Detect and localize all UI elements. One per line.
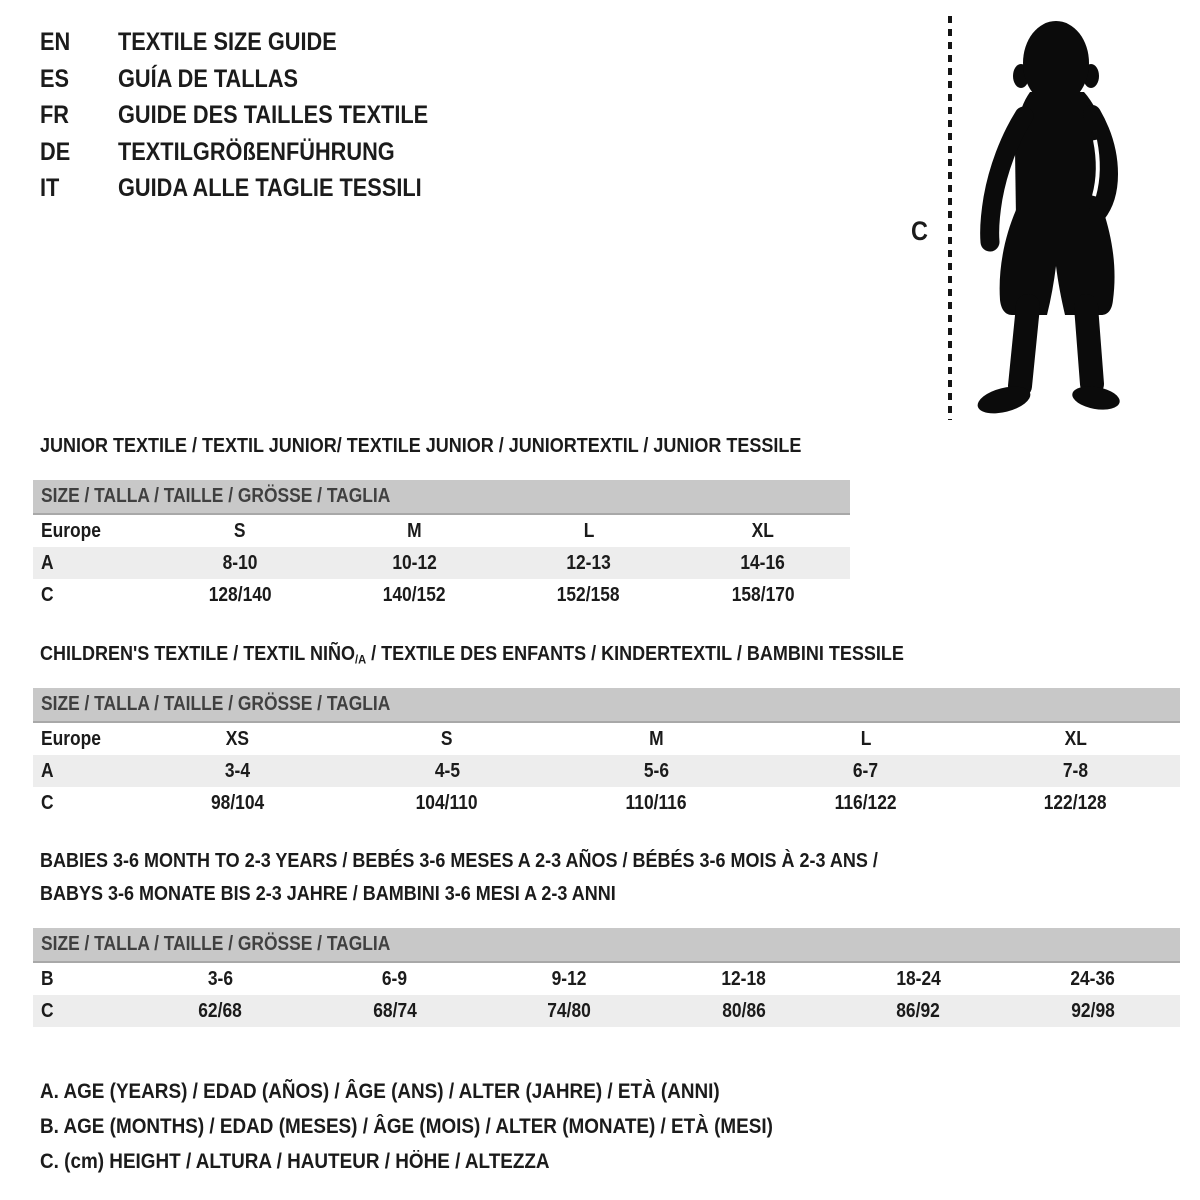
- cell-text: 14-16: [740, 551, 786, 574]
- table-row-age: [33, 755, 1180, 787]
- cell: [502, 579, 676, 611]
- table-header-text: SIZE / TALLA / TAILLE / GRÖSSE / TAGLIA: [41, 693, 391, 715]
- cell-text: 12-18: [721, 967, 767, 990]
- cell-text: 6-9: [382, 967, 408, 990]
- legend-line-height-cm: [40, 1144, 854, 1179]
- cell-text: 62/68: [198, 999, 243, 1022]
- table-header-text: SIZE / TALLA / TAILLE / GRÖSSE / TAGLIA: [41, 485, 391, 507]
- cell-text: M: [407, 519, 422, 542]
- cell-text: L: [860, 727, 872, 750]
- legend-line-age-months: [40, 1109, 854, 1144]
- babies-title-line-2: [40, 878, 971, 911]
- cell: [153, 514, 327, 547]
- cell: [761, 755, 970, 787]
- table-row-height: [33, 579, 850, 611]
- language-title: [118, 61, 325, 98]
- cell: [342, 722, 551, 755]
- table-row-age: [33, 547, 850, 579]
- cell: [482, 995, 657, 1027]
- height-measure-label: [911, 216, 931, 247]
- legend-line-text: A. AGE (YEARS) / EDAD (AÑOS) / ÂGE (ANS) / ALTER (JAHRE) / ETÀ (ANNI): [40, 1080, 720, 1103]
- cell: [342, 755, 551, 787]
- table-row-months: [33, 962, 1180, 995]
- cell: [308, 962, 483, 995]
- cell: [657, 995, 832, 1027]
- cell-text: 140/152: [382, 583, 446, 606]
- row-label-text: Europe: [41, 519, 101, 542]
- language-title: [118, 170, 467, 207]
- children-section-title-text: [40, 642, 904, 671]
- cell: [657, 962, 832, 995]
- language-title: [118, 97, 475, 134]
- table-row-europe: [33, 722, 1180, 755]
- cell: [327, 547, 501, 579]
- cell-text: 4-5: [434, 759, 460, 782]
- table-header-row: [33, 928, 1180, 962]
- language-title-text: TEXTILGRÖßENFÜHRUNG: [118, 137, 395, 166]
- cell: [133, 755, 342, 787]
- babies-size-table: [33, 928, 1180, 1027]
- cell: [133, 787, 342, 819]
- row-label: [33, 514, 153, 547]
- language-row-fr: [40, 97, 475, 134]
- row-label-text: C: [41, 583, 54, 606]
- cell-text: 68/74: [372, 999, 417, 1022]
- table-row-height: [33, 995, 1180, 1027]
- table-header-row: [33, 480, 850, 514]
- height-measure-label-text: C: [911, 216, 928, 246]
- language-row-de: [40, 134, 475, 171]
- table-header-bar: [33, 688, 1180, 722]
- cell: [153, 579, 327, 611]
- cell-text: 158/170: [731, 583, 795, 606]
- row-label-text: Europe: [41, 727, 101, 750]
- cell-text: M: [649, 727, 664, 750]
- language-code: [40, 61, 118, 98]
- row-label: [33, 722, 133, 755]
- cell-text: L: [583, 519, 594, 542]
- language-code: [40, 97, 118, 134]
- row-label-text: A: [41, 759, 54, 782]
- row-label-text: A: [41, 551, 54, 574]
- cell: [831, 962, 1006, 995]
- cell-text: 110/116: [625, 791, 687, 814]
- row-label-text: C: [41, 999, 54, 1022]
- children-size-table: [33, 688, 1180, 819]
- babies-section-title: [40, 845, 971, 911]
- legend: [40, 1074, 854, 1179]
- cell-text: XL: [1064, 727, 1087, 750]
- cell: [133, 722, 342, 755]
- cell: [502, 547, 676, 579]
- babies-title-line-1-text: BABIES 3-6 MONTH TO 2-3 YEARS / BEBÉS 3-6 MESES A 2-3 AÑOS / BÉBÉS 3-6 MOIS À 2-3 ANS /: [40, 850, 878, 872]
- language-title: [118, 134, 436, 171]
- height-measure-dashed-line: [948, 16, 952, 420]
- row-label: [33, 579, 153, 611]
- cell-text: 104/110: [416, 791, 479, 814]
- cell: [1006, 995, 1181, 1027]
- cell: [308, 995, 483, 1027]
- cell-text: 8-10: [222, 551, 258, 574]
- cell-text: 10-12: [392, 551, 437, 574]
- junior-size-table: [33, 480, 850, 611]
- row-label-text: C: [41, 791, 54, 814]
- table-row-europe: [33, 514, 850, 547]
- cell: [676, 514, 850, 547]
- cell-text: 116/122: [834, 791, 897, 814]
- language-code: [40, 24, 118, 61]
- legend-line-age-years: [40, 1074, 854, 1109]
- cell: [676, 547, 850, 579]
- toddler-silhouette-icon: [966, 18, 1138, 422]
- cell-text: S: [441, 727, 453, 750]
- cell-text: 6-7: [853, 759, 879, 782]
- cell: [676, 579, 850, 611]
- language-row-en: [40, 24, 475, 61]
- legend-line-text: C. (cm) HEIGHT / ALTURA / HAUTEUR / HÖHE / ALTEZZA: [40, 1150, 550, 1173]
- cell: [133, 995, 308, 1027]
- language-code: [40, 134, 118, 171]
- language-row-es: [40, 61, 475, 98]
- cell-text: 80/86: [721, 999, 766, 1022]
- table-header-bar: [33, 480, 850, 514]
- title-rest: / TEXTILE DES ENFANTS / KINDERTEXTIL / BAMBINI TESSILE: [366, 643, 904, 665]
- row-label: [33, 962, 133, 995]
- language-title: [118, 24, 369, 61]
- cell-text: 12-13: [566, 551, 611, 574]
- babies-title-line-2-text: BABYS 3-6 MONATE BIS 2-3 JAHRE / BAMBINI 3-6 MESI A 2-3 ANNI: [40, 883, 616, 905]
- cell: [552, 722, 761, 755]
- title-subscript: /A: [354, 652, 367, 667]
- cell: [482, 962, 657, 995]
- children-section-title: [40, 642, 1000, 671]
- language-title-text: GUÍA DE TALLAS: [118, 64, 299, 93]
- cell: [153, 547, 327, 579]
- language-code-text: IT: [40, 174, 60, 202]
- language-title-text: TEXTILE SIZE GUIDE: [118, 28, 337, 56]
- cell-text: XL: [751, 519, 774, 542]
- legend-line-text: B. AGE (MONTHS) / EDAD (MESES) / ÂGE (MOIS) / ALTER (MONATE) / ETÀ (MESI): [40, 1115, 773, 1138]
- row-label: [33, 547, 153, 579]
- language-title-list: [40, 24, 475, 207]
- row-label: [33, 787, 133, 819]
- table-row-height: [33, 787, 1180, 819]
- junior-section-title-text: JUNIOR TEXTILE / TEXTIL JUNIOR/ TEXTILE JUNIOR / JUNIORTEXTIL / JUNIOR TESSILE: [40, 435, 802, 457]
- junior-section-title: [40, 434, 886, 458]
- cell: [327, 514, 501, 547]
- cell-text: 152/158: [557, 583, 621, 606]
- cell-text: 18-24: [895, 967, 941, 990]
- cell-text: 7-8: [1062, 759, 1088, 782]
- language-code-text: DE: [40, 137, 71, 166]
- cell-text: 128/140: [208, 583, 272, 606]
- cell-text: 86/92: [896, 999, 941, 1022]
- babies-title-line-1: [40, 845, 971, 878]
- language-row-it: [40, 170, 475, 207]
- cell: [502, 514, 676, 547]
- cell: [327, 579, 501, 611]
- language-code: [40, 170, 118, 207]
- language-title-text: GUIDA ALLE TAGLIE TESSILI: [118, 174, 422, 202]
- language-title-text: GUIDE DES TAILLES TEXTILE: [118, 101, 429, 129]
- cell: [1006, 962, 1181, 995]
- cell: [552, 787, 761, 819]
- language-code-text: ES: [40, 64, 70, 93]
- cell-text: 3-4: [225, 759, 251, 782]
- cell: [761, 787, 970, 819]
- table-header-text: SIZE / TALLA / TAILLE / GRÖSSE / TAGLIA: [41, 933, 391, 955]
- row-label-text: B: [41, 967, 54, 990]
- cell: [971, 722, 1180, 755]
- language-code-text: FR: [40, 101, 69, 129]
- cell-text: 74/80: [547, 999, 592, 1022]
- cell-text: S: [234, 519, 246, 542]
- cell-text: 122/128: [1043, 791, 1107, 814]
- cell-text: 98/104: [211, 791, 265, 814]
- language-code-text: EN: [40, 28, 71, 56]
- cell-text: 24-36: [1070, 967, 1116, 990]
- cell-text: 3-6: [207, 967, 233, 990]
- cell: [342, 787, 551, 819]
- title-main: CHILDREN'S TEXTILE / TEXTIL NIÑO: [40, 643, 355, 665]
- cell: [133, 962, 308, 995]
- cell: [971, 787, 1180, 819]
- row-label: [33, 995, 133, 1027]
- cell: [831, 995, 1006, 1027]
- cell: [761, 722, 970, 755]
- cell-text: 9-12: [551, 967, 587, 990]
- cell-text: XS: [226, 727, 250, 750]
- table-header-row: [33, 688, 1180, 722]
- cell-text: 92/98: [1070, 999, 1115, 1022]
- cell-text: 5-6: [643, 759, 670, 782]
- cell: [552, 755, 761, 787]
- cell: [971, 755, 1180, 787]
- table-header-bar: [33, 928, 1180, 962]
- row-label: [33, 755, 133, 787]
